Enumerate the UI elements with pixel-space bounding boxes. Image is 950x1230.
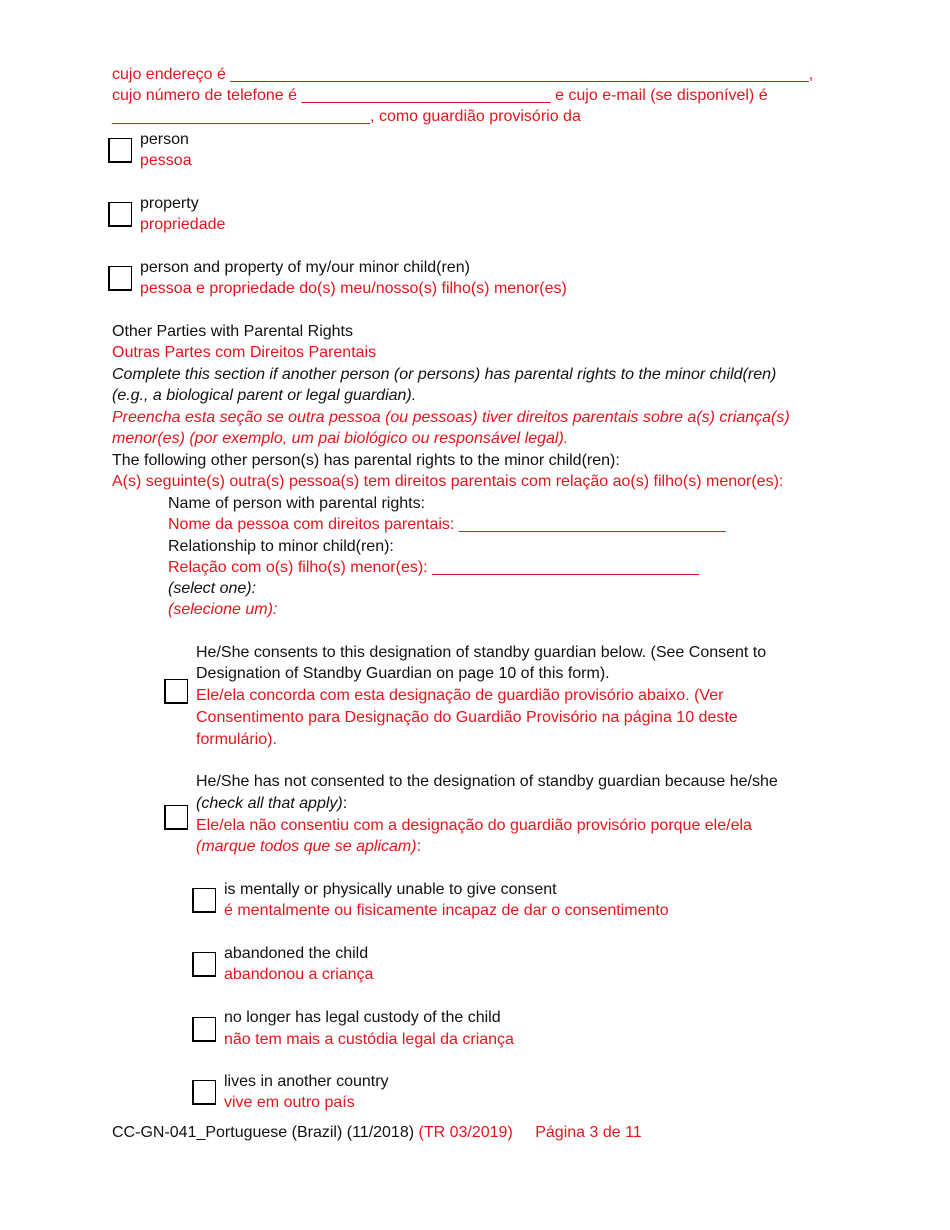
another-country-en: lives in another country — [224, 1073, 389, 1090]
check-all-en: (check all that apply) — [196, 795, 343, 812]
another-country-pt: vive em outro país — [224, 1094, 355, 1111]
select-one-pt: (selecione um): — [168, 601, 278, 618]
page-number: Página 3 de 11 — [535, 1124, 642, 1141]
following-persons-pt: A(s) seguinte(s) outra(s) pessoa(s) tem direitos parentais com relação ao(s) filho(s) menor(es): — [112, 473, 784, 490]
section-title-en: Other Parties with Parental Rights — [112, 323, 353, 340]
property-label-pt: propriedade — [140, 216, 226, 233]
person-and-property-checkbox[interactable] — [108, 266, 132, 291]
not-consented-checkbox[interactable] — [164, 805, 188, 830]
select-one-en: (select one): — [168, 580, 257, 597]
another-country-checkbox[interactable] — [192, 1080, 216, 1105]
consents-en-2: Designation of Standby Guardian on page 10 of this form). — [196, 665, 610, 682]
relationship-label-en: Relationship to minor child(ren): — [168, 538, 394, 555]
consents-pt-1: Ele/ela concorda com esta designação de guardião provisório abaixo. (Ver — [196, 687, 724, 704]
person-label-pt: pessoa — [140, 152, 192, 169]
email-guardian-line: _____________________________, como guardião provisório da — [112, 108, 581, 125]
not-consented-en-2 — [196, 793, 347, 814]
no-custody-checkbox[interactable] — [192, 1017, 216, 1042]
not-consented-pt-2 — [196, 836, 421, 857]
unable-consent-en: is mentally or physically unable to give consent — [224, 881, 557, 898]
person-checkbox[interactable] — [108, 138, 132, 163]
instructions-pt-1: Preencha esta seção se outra pessoa (ou pessoas) tiver direitos parentais sobre a(s) criança(s) — [112, 409, 790, 426]
check-all-pt: (marque todos que se aplicam) — [196, 838, 417, 855]
form-id: CC-GN-041_Portuguese (Brazil) (11/2018) — [112, 1124, 415, 1141]
footer — [112, 1122, 642, 1143]
address-line: cujo endereço é _________________________________________________________________, — [112, 66, 814, 83]
person-and-property-label-pt: pessoa e propriedade do(s) meu/nosso(s) filho(s) menor(es) — [140, 280, 567, 297]
no-custody-en: no longer has legal custody of the child — [224, 1009, 501, 1026]
phone-email-line: cujo número de telefone é ____________________________ e cujo e-mail (se disponível) é — [112, 87, 768, 104]
parental-rights-name-label-en: Name of person with parental rights: — [168, 495, 426, 512]
relationship-field[interactable]: Relação com o(s) filho(s) menor(es): ______________________________ — [168, 559, 700, 576]
unable-consent-checkbox[interactable] — [192, 888, 216, 913]
consents-checkbox[interactable] — [164, 679, 188, 704]
no-custody-pt: não tem mais a custódia legal da criança — [224, 1031, 514, 1048]
consents-pt-3: formulário). — [196, 731, 277, 748]
consents-en-1: He/She consents to this designation of standby guardian below. (See Consent to — [196, 644, 767, 661]
unable-consent-pt: é mentalmente ou fisicamente incapaz de dar o consentimento — [224, 902, 669, 919]
check-all-en-colon: : — [342, 795, 348, 812]
check-all-pt-colon: : — [416, 838, 422, 855]
following-persons-en: The following other person(s) has parental rights to the minor child(ren): — [112, 452, 620, 469]
consents-pt-2: Consentimento para Designação do Guardião Provisório na página 10 deste — [196, 709, 738, 726]
property-checkbox[interactable] — [108, 202, 132, 227]
not-consented-pt-1: Ele/ela não consentiu com a designação do guardião provisório porque ele/ela — [196, 817, 752, 834]
instructions-en-2: (e.g., a biological parent or legal guardian). — [112, 387, 417, 404]
person-label-en: person — [140, 131, 189, 148]
parental-rights-name-field[interactable]: Nome da pessoa com direitos parentais: ______________________________ — [168, 516, 726, 533]
property-label-en: property — [140, 195, 199, 212]
translation-revision: (TR 03/2019) — [418, 1124, 513, 1141]
abandoned-checkbox[interactable] — [192, 952, 216, 977]
section-title-pt: Outras Partes com Direitos Parentais — [112, 344, 377, 361]
person-and-property-label-en: person and property of my/our minor child(ren) — [140, 259, 470, 276]
abandoned-pt: abandonou a criança — [224, 966, 374, 983]
not-consented-en-1: He/She has not consented to the designation of standby guardian because he/she — [196, 773, 778, 790]
instructions-en-1: Complete this section if another person (or persons) has parental rights to the minor child(ren) — [112, 366, 777, 383]
abandoned-en: abandoned the child — [224, 945, 369, 962]
instructions-pt-2: menor(es) (por exemplo, um pai biológico ou responsável legal). — [112, 430, 569, 447]
